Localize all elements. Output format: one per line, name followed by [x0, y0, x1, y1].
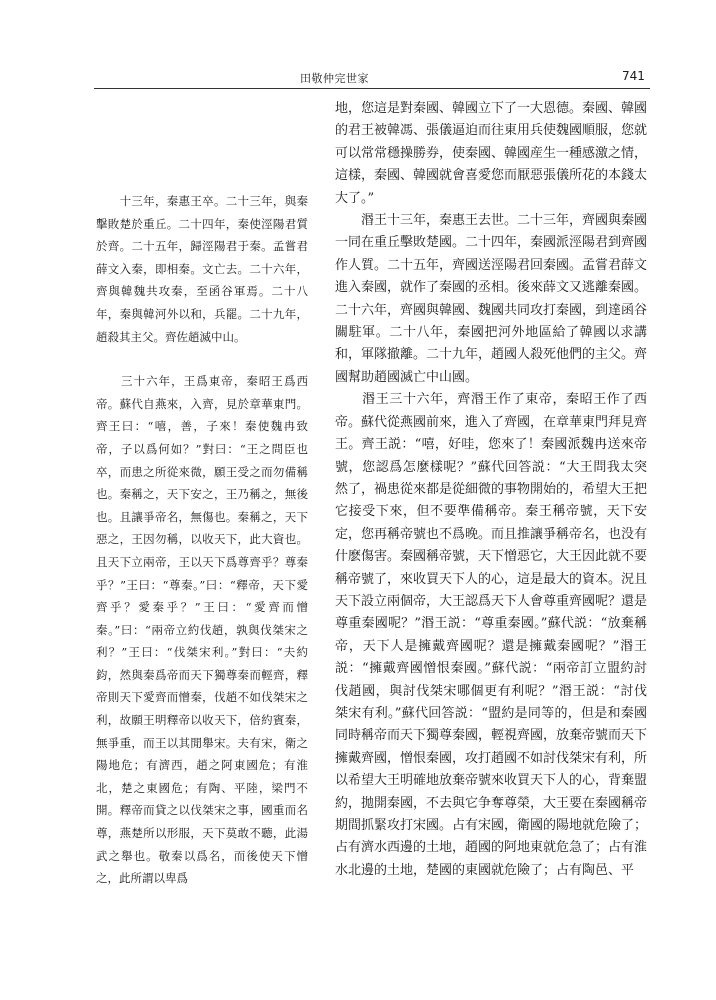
running-title: 田敬仲完世家 — [300, 72, 369, 85]
classical-paragraph-1: 十三年，秦惠王卒。二十三年，與秦擊敗楚於重丘。二十四年，秦使涇陽君質於齊。二十五年，歸涇陽君于秦。孟嘗君薛文入秦，即相秦。文亡去。二十六年，齊與韓魏共攻秦，至函谷軍焉。二十八年，秦與韓河外以和，兵罷。二十九年，趙殺其主父。齊佐趙滅中山。 — [96, 194, 308, 344]
translation-paragraph-1: 地，您這是對秦國、韓國立下了一大恩德。秦國、韓國的君王被韓馮、張儀逼迫而往東用兵使魏國順服，您就可以常常穩操勝券，使秦國、韓國産生一種感激之情，這樣，秦國、韓國就會喜愛您而厭惡張儀所花的本錢太大了。” — [335, 101, 648, 206]
translation-paragraph-2: 湣王十三年，秦惠王去世。二十三年，齊國與秦國一同在重丘擊敗楚國。二十四年，秦國派涇陽君到齊國作人質。二十五年，齊國送涇陽君回秦國。孟嘗君薛文進入秦國，就作了秦國的丞相。後來薛文又逃離秦國。二十六年，齊國與韓國、魏國共同攻打秦國，到達函谷關駐軍。二十八年，秦國把河外地區給了韓國以求講和，軍隊撤離。二十九年，趙國人殺死他們的主父。齊國幫助趙國滅亡中山國。 — [335, 213, 648, 385]
translation-paragraph-3: 湣王三十六年，齊湣王作了東帝，秦昭王作了西帝。蘇代從燕國前來，進入了齊國，在章華東門拜見齊王。齊王説：“嘻，好哇，您來了！秦國派魏冉送來帝號，您認爲怎麼樣呢？”蘇代回答説：“大王問我太突然了，禍患從來都是從細微的事物開始的，希望大王把它接受下來，但不要準備稱帝。秦王稱帝號，天下安定，您再稱帝號也不爲晚。而且推讓爭稱帝名，也没有什麽傷害。秦國稱帝號，天下憎惡它，大王因此就不要稱帝號了，來收買天下人的心，這是最大的資本。況且天下設立兩個帝，大王認爲天下人會尊重齊國呢？還是尊重秦國呢？”湣王説：“尊重秦國。”蘇代説：“放棄稱帝，天下人是擁戴齊國呢？還是擁戴秦國呢？”湣王説：“擁戴齊國憎恨秦國。”蘇代説：“兩帝訂立盟約討伐趙國，與討伐桀宋哪個更有利呢？”湣王説：“討伐桀宋有利。”蘇代回答説：“盟約是同等的，但是和秦國同時稱帝而天下獨尊秦國，輕視齊國，放棄帝號而天下擁戴齊國，憎恨秦國，攻打趙國不如討伐桀宋有利，所以希望大王明確地放棄帝號來收買天下人的心，背棄盟約，拋開秦國，不去與它争奪尊榮，大王要在秦國稱帝期間抓緊攻打宋國。占有宋國，衛國的陽地就危險了；占有濟水西邊的土地，趙國的阿地東就危急了；占有淮水北邊的土地，楚國的東國就危險了；占有陶邑、平 — [335, 392, 648, 878]
header-rule — [94, 88, 650, 89]
classical-paragraph-2: 三十六年，王爲東帝，秦昭王爲西帝。蘇代自燕來，入齊，見於章華東門。齊王曰：“嘻，善，子來！秦使魏冉致帝，子以爲何如？”對曰：“王之問臣也卒，而患之所從來微，願王受之而勿備稱也。秦稱之，天下安之，王乃稱之，無後也。且讓爭帝名，無傷也。秦稱之，天下惡之，王因勿稱，以收天下，此大資也。且天下立兩帝，王以天下爲尊齊乎？尊秦乎？”王曰：“尊秦。”曰：“釋帝，天下愛齊乎？愛秦乎？”王曰：“愛齊而憎秦。”曰：“兩帝立約伐趙，孰與伐桀宋之利？”王曰：“伐桀宋利。”對曰：“夫約鈞，然與秦爲帝而天下獨尊秦而輕齊，釋帝則天下愛齊而憎秦，伐趙不如伐桀宋之利，故願王明釋帝以收天下，倍約賓秦，無爭重，而王以其閒舉宋。夫有宋，衛之陽地危；有濟西，趙之阿東國危；有淮北，楚之東國危；有陶、平陸，梁門不開。釋帝而貸之以伐桀宋之事，國重而名尊，燕楚所以形服，天下莫敢不聽，此湯武之舉也。敬秦以爲名，而後使天下憎之，此所謂以卑爲 — [96, 374, 308, 886]
page-number: 741 — [622, 69, 645, 83]
translation-column — [335, 98, 647, 882]
classical-text-column — [96, 190, 308, 890]
